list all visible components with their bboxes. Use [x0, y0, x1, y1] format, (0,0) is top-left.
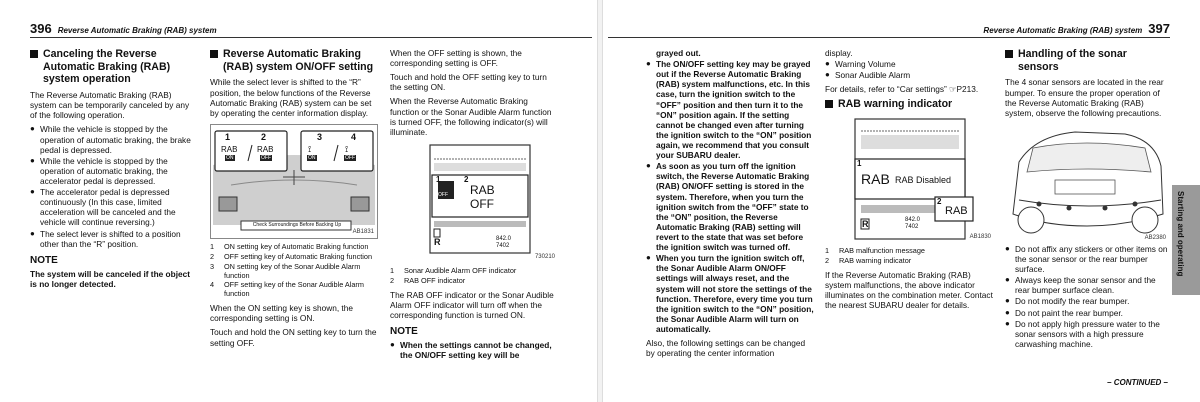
list-item: 2 OFF setting key of Automatic Braking function: [210, 251, 373, 261]
rab-warning-indicator: RAB: [945, 205, 968, 218]
rab-warning-figure: [825, 115, 991, 243]
list-item: ● While the vehicle is stopped by the operation of automatic braking, the brake pedal is depressed.: [30, 124, 191, 155]
section-square-icon: [30, 50, 38, 58]
rab-onoff-section-title: Reverse Automatic Braking (RAB) system ON/OFF setting: [210, 48, 378, 73]
off-key-hold-text: Touch and hold the OFF setting key to turn the setting ON.: [390, 72, 547, 93]
on-key-hold-text: Touch and hold the ON setting key to turn the setting OFF.: [210, 327, 377, 348]
right-column-3: [1005, 48, 1169, 350]
list-item: ● The accelerator pedal is depressed continuously (In this case, limited acceleration will be canceled and the vehicle will continue reversing.): [30, 187, 176, 228]
check-surroundings-banner: Check Surroundings Before Backing Up: [252, 221, 342, 228]
sonar-on-key-state: ON: [308, 154, 316, 161]
indicator-num-1: 1: [436, 174, 441, 184]
bullet-icon: ●: [1005, 275, 1010, 285]
rab-off-key-state: OFF: [261, 154, 271, 161]
list-item: 4 OFF setting key of the Sonar Audible Alarm function: [210, 280, 364, 299]
note-title: NOTE: [30, 254, 58, 266]
note-text: The system will be canceled if the object is no longer detected.: [30, 268, 190, 290]
list-item: ● When the settings cannot be changed, the ON/OFF setting key will be: [390, 340, 552, 361]
rab-malfunction-rab: RAB: [861, 171, 890, 188]
gear-position: R: [862, 219, 869, 230]
display-lead: display.: [825, 48, 853, 58]
sonar-handling-intro: The 4 sonar sensors are located in the rear bumper. To ensure the proper operation of the Reverse Automatic Braking (RAB) system, observe the following precautions.: [1005, 77, 1164, 118]
car-settings-reference: For details, refer to “Car settings” ☞P213.: [825, 84, 979, 95]
right-page-header: [608, 18, 1170, 38]
bullet-icon: ●: [30, 124, 35, 134]
left-column-3: [390, 48, 558, 361]
sonar-off-indicator-icon: OFF: [438, 191, 448, 198]
sonar-off-key-icon: ⟟: [345, 143, 349, 154]
list-item: ● Sonar Audible Alarm: [825, 70, 911, 81]
bullet-icon: ●: [825, 70, 830, 80]
rear-bumper-sensor-figure: [1005, 122, 1169, 244]
bullet-icon: ●: [30, 187, 35, 197]
rab-on-key-label: RAB: [221, 144, 238, 154]
list-item: ● Do not apply high pressure water to the sonar sensors with a high pressure carwashing machine.: [1005, 318, 1160, 349]
bullet-icon: ●: [825, 59, 830, 69]
figure-caption-list: [210, 243, 378, 299]
figure-code: 730210: [534, 253, 555, 260]
list-item: 1 ON setting key of Automatic Braking function: [210, 241, 369, 251]
fig-num-1: 1: [225, 131, 231, 142]
page-gutter: [597, 0, 603, 402]
figure-code: AB1830: [969, 233, 991, 240]
rab-malfunction-message: RAB Disabled: [895, 175, 952, 186]
list-item: ● The select lever is shifted to a position other than the “R” position.: [30, 228, 181, 249]
left-page-number: 396: [30, 21, 52, 36]
list-item: 2 RAB warning indicator: [825, 256, 912, 266]
list-item: ● Always keep the sonar sensor and the rear bumper surface clean.: [1005, 275, 1156, 296]
indicator-turn-off-text: The RAB OFF indicator or the Sonar Audible Alarm OFF indicator will turn off when the corresponding function is turned ON.: [390, 289, 554, 320]
bullet-icon: ●: [30, 228, 35, 238]
gear-position: R: [434, 236, 441, 247]
grayed-out-lead: grayed out.: [656, 48, 701, 58]
rear-bumper-illustration: [1005, 122, 1169, 244]
rab-off-indicator-rab: RAB: [470, 182, 495, 197]
list-item: ● The ON/OFF setting key may be grayed out if the Reverse Automatic Braking (RAB) system malfunctions, etc. In this case, turn the ignition switch to the “OFF” position and then turn it to the “ON” position again. If the setting cannot be changed even after turning the ignition switch to the “ON” position again, we recommend that you consult your SUBARU dealer.: [646, 59, 812, 161]
list-item: ● While the vehicle is stopped by the operation of automatic braking, the accelerator pedal is depressed.: [30, 155, 168, 186]
bullet-icon: ●: [646, 253, 651, 263]
chapter-side-tab[interactable]: [1172, 185, 1200, 295]
continued-marker: – CONTINUED –: [1107, 378, 1168, 387]
right-header-title: Reverse Automatic Braking (RAB) system: [983, 26, 1143, 35]
bullet-icon: ●: [1005, 296, 1010, 306]
right-column-2: [825, 48, 993, 314]
left-header-title: Reverse Automatic Braking (RAB) system: [57, 26, 217, 35]
figure-code: AB2380: [1144, 234, 1166, 241]
meter-off-indicator-figure: [390, 141, 558, 263]
on-key-shown-text: When the ON setting key is shown, the corresponding setting is ON.: [210, 303, 353, 324]
left-page-header: [30, 18, 592, 38]
right-column-1: [646, 48, 814, 362]
fig-num-4: 4: [351, 131, 357, 142]
left-column-2: [210, 48, 378, 352]
center-display-figure: [210, 124, 378, 239]
list-item: 1 Sonar Audible Alarm OFF indicator: [390, 265, 517, 275]
note-title: NOTE: [390, 325, 418, 337]
bullet-icon: ●: [1005, 307, 1010, 317]
list-item: 1 RAB malfunction message: [825, 246, 925, 256]
warning-num-2: 2: [937, 197, 942, 207]
fig-num-3: 3: [317, 131, 323, 142]
chapter-tab-label: Starting and operating: [1176, 191, 1185, 277]
warning-num-1: 1: [857, 159, 862, 169]
indicator-illuminate-text: When the Reverse Automatic Braking function or the Sonar Audible Alarm function is turned OFF, the following indicator(s) will illuminate.: [390, 96, 552, 137]
list-item: ● Do not paint the rear bumper.: [1005, 307, 1123, 318]
trip-reading: 842.0: [905, 217, 921, 224]
rab-off-key-label: RAB: [257, 144, 274, 154]
bullet-icon: ●: [1005, 243, 1010, 253]
right-page-number: 397: [1148, 21, 1170, 36]
left-column-1: [30, 48, 198, 293]
rab-malfunction-body: If the Reverse Automatic Braking (RAB) system malfunctions, the above indicator illuminates on the combination meter. Contact the nearest SUBARU dealer for details.: [825, 269, 993, 311]
sonar-on-key-icon: ⟟: [308, 143, 312, 154]
odometer-reading: 7402: [496, 242, 510, 249]
bullet-icon: ●: [646, 59, 651, 69]
list-item: ● When you turn the ignition switch off, the Sonar Audible Alarm ON/OFF settings will always reset, and the system will not store the settings of the function. Therefore, every time you turn the ignition switch to the “ON” position, the Sonar Audible Alarm will turn on automatically.: [646, 253, 814, 334]
rab-onoff-intro: While the select lever is shifted to the “R” position, the below functions of the Reverse Automatic Braking (RAB) system can be set by operating the center information display.: [210, 77, 372, 118]
section-square-icon: [210, 50, 218, 58]
sonar-handling-section-title: Handling of the sonar sensors: [1005, 48, 1169, 73]
bullet-icon: ●: [646, 161, 651, 171]
cancel-rab-section-title: Canceling the Reverse Automatic Braking (RAB) system operation: [30, 48, 198, 86]
figure-caption-list: [390, 267, 558, 286]
figure-code: AB1831: [352, 228, 374, 235]
section-square-icon: [1005, 50, 1013, 58]
section-square-icon: [825, 100, 833, 108]
fig-num-2: 2: [261, 131, 267, 142]
rab-warning-section-title: RAB warning indicator: [825, 98, 993, 111]
bullet-icon: ●: [1005, 318, 1010, 328]
list-item: 2 RAB OFF indicator: [390, 275, 466, 285]
bullet-icon: ●: [390, 340, 395, 350]
list-item: ● Do not modify the rear bumper.: [1005, 296, 1130, 307]
rab-on-key-state: ON: [226, 154, 234, 161]
list-item: ● As soon as you turn off the ignition switch, the Reverse Automatic Braking (RAB) ON/OFF setting is stored in the system. Therefore, when you turn the ignition switch from the “OFF” state to the “ON” position, the Reverse Automatic Braking (RAB) setting will revert to the state that was set before the ignition switch was turned off.: [646, 161, 810, 253]
also-settings-text: Also, the following settings can be changed by operating the center information: [646, 338, 806, 359]
figure-caption-list: [825, 247, 993, 266]
rab-off-indicator-off: OFF: [470, 196, 494, 211]
bullet-icon: ●: [30, 155, 35, 165]
off-key-shown-text: When the OFF setting is shown, the corresponding setting is OFF.: [390, 48, 522, 69]
trip-reading: 842.0: [496, 235, 512, 242]
list-item: 3 ON setting key of the Sonar Audible Alarm function: [210, 261, 361, 280]
cancel-rab-intro: The Reverse Automatic Braking (RAB) system can be temporarily canceled by any of the following operation.: [30, 90, 190, 121]
odometer-reading: 7402: [905, 224, 919, 231]
list-item: ● Warning Volume: [825, 59, 896, 70]
sonar-off-key-state: OFF: [345, 154, 355, 161]
indicator-num-2: 2: [464, 174, 469, 184]
list-item: ● Do not affix any stickers or other items on the sonar sensor or the rear bumper surface.: [1005, 243, 1168, 275]
